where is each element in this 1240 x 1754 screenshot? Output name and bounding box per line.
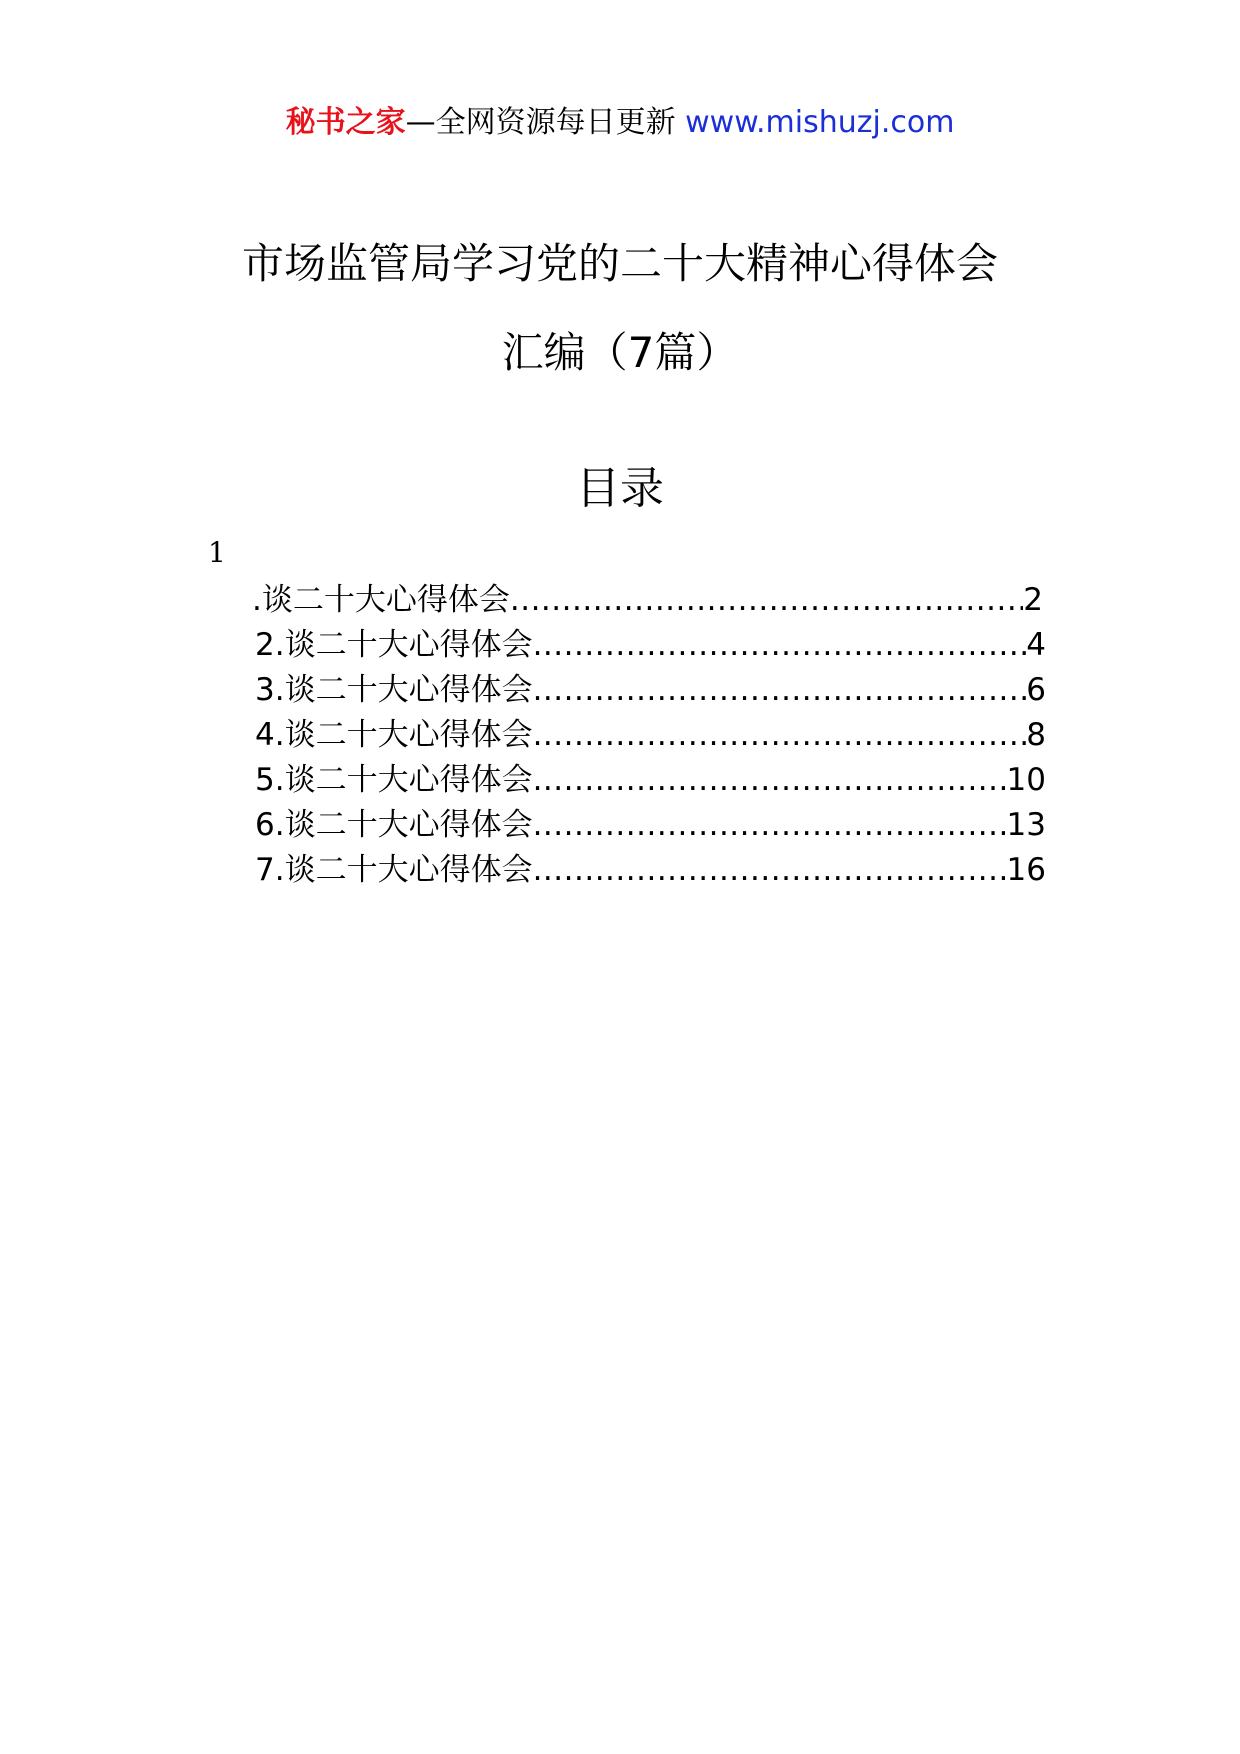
toc-entry-label: 6.谈二十大心得体会 [255,807,533,843]
toc-entry-label: .谈二十大心得体会 [252,582,510,618]
toc-entry-page: 4 [1026,627,1046,663]
document-title-line-2: 汇编（7篇） [501,328,739,377]
toc-entry-3[interactable] [255,668,1046,712]
toc-entry-page: 2 [1023,582,1043,618]
toc-leader-dots [533,848,1007,892]
toc-entry-1[interactable] [252,578,1043,622]
toc-entry-label: 4.谈二十大心得体会 [255,717,533,753]
toc-entry-label: 7.谈二十大心得体会 [255,852,533,888]
toc-leader-dots [533,758,1007,802]
header-tagline: —全网资源每日更新 [405,105,686,140]
toc-entry-page: 6 [1026,672,1046,708]
toc-leader-dots [533,713,1027,757]
toc-entry-label: 5.谈二十大心得体会 [255,762,533,798]
toc-entry-page: 16 [1006,852,1046,888]
toc-entry-label: 3.谈二十大心得体会 [255,672,533,708]
toc-entry-page: 13 [1006,807,1046,843]
toc-leader-dots [533,803,1007,847]
toc-heading: 目录 [576,463,664,514]
toc-stray-number: 1 [208,536,226,569]
toc-leader-dots [533,623,1027,667]
toc-leader-dots [510,578,1023,622]
toc-entry-page: 10 [1006,762,1046,798]
toc-entry-4[interactable] [255,713,1046,757]
toc-entry-2[interactable] [255,623,1046,667]
brand-name: 秘书之家 [285,105,406,140]
toc-entry-7[interactable] [255,848,1046,892]
header-banner [0,101,1240,145]
toc-entry-label: 2.谈二十大心得体会 [255,627,533,663]
toc-leader-dots [533,668,1027,712]
toc-entry-page: 8 [1026,717,1046,753]
document-title-line-1: 市场监管局学习党的二十大精神心得体会 [241,239,998,288]
toc-entry-6[interactable] [255,803,1046,847]
toc-entry-5[interactable] [255,758,1046,802]
site-url-link[interactable]: www.mishuzj.com [685,105,955,140]
